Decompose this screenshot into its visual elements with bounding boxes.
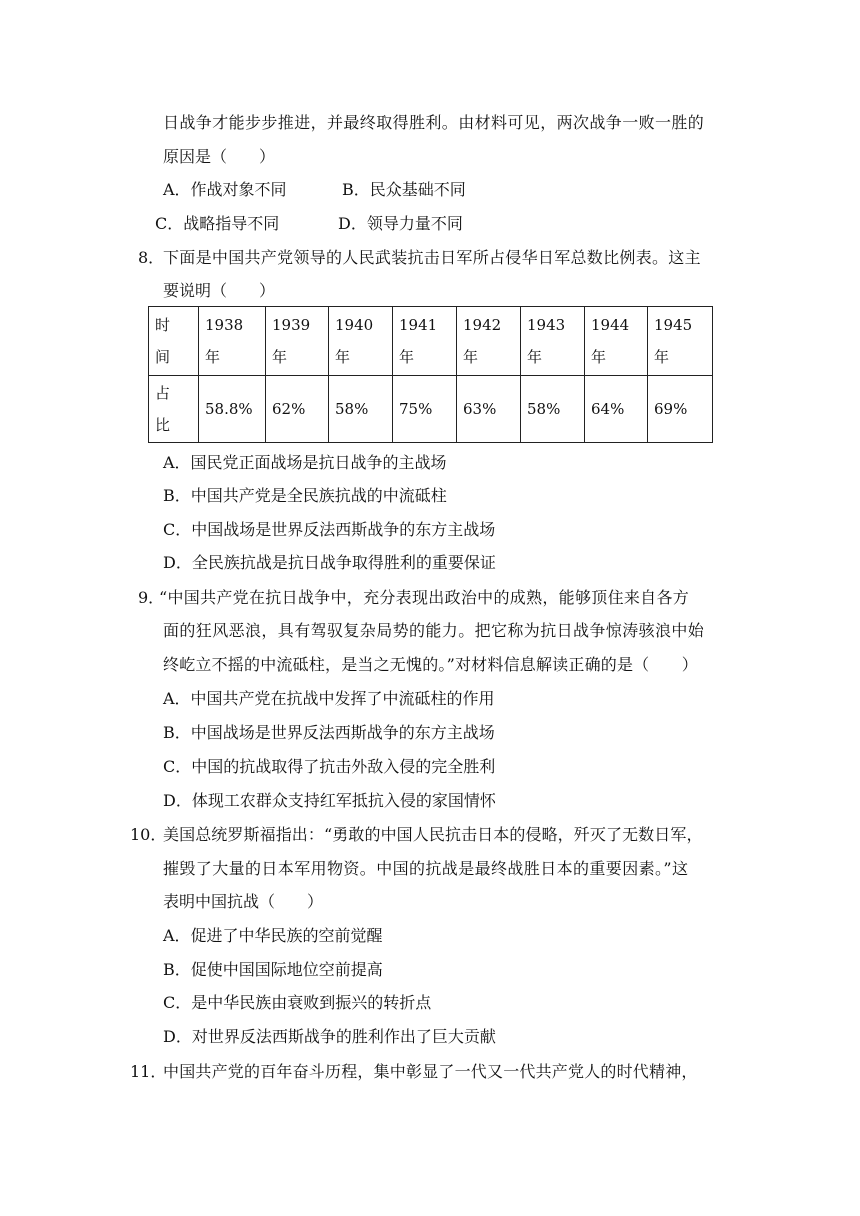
table-header-time: 时 间 [149,307,199,376]
q7-option-a: A．作战对象不同 [163,180,287,199]
q10-line-1: 美国总统罗斯福指出：“勇敢的中国人民抗击日本的侵略，歼灭了无数日军， [163,825,703,844]
table-cell-year: 1938 年 [199,307,266,376]
table-row-years [149,307,713,376]
q10-number: 10． [130,825,167,844]
table-cell-value: 64% [585,376,648,443]
q10-option-b: B．促使中国国际地位空前提高 [163,960,383,979]
q10-line-2: 摧毁了大量的日本军用物资。中国的抗战是最终战胜日本的重要因素。”这 [163,859,689,878]
table-cell-year: 1944 年 [585,307,648,376]
q7-option-d: D．领导力量不同 [338,214,463,233]
q8-number: 8． [138,248,165,267]
q9-line-2: 面的狂风恶浪，具有驾驭复杂局势的能力。把它称为抗日战争惊涛骇浪中始 [163,621,705,640]
q11-line-1: 中国共产党的百年奋斗历程，集中彰显了一代又一代共产党人的时代精神， [163,1062,698,1081]
q9-line-1: “中国共产党在抗日战争中，充分表现出政治中的成熟，能够顶住来自各方 [159,588,690,607]
table-cell-value: 58% [329,376,393,443]
q8-option-b: B．中国共产党是全民族抗战的中流砥柱 [163,486,447,505]
table-row-ratio [149,376,713,443]
q7-option-c: C．战略指导不同 [155,214,280,233]
q8-line-2: 要说明（ ） [163,281,276,300]
q9-option-b: B．中国战场是世界反法西斯战争的东方主战场 [163,723,495,742]
q9-line-3: 终屹立不摇的中流砥柱，是当之无愧的。”对材料信息解读正确的是（ ） [163,655,698,674]
q8-line-1: 下面是中国共产党领导的人民武装抗击日军所占侵华日军总数比例表。这主 [163,248,701,267]
table-cell-value: 63% [457,376,521,443]
table-cell-value: 62% [266,376,329,443]
q11-number: 11． [130,1062,167,1081]
ratio-table [148,306,713,443]
table-cell-year: 1942 年 [457,307,521,376]
q7-line-1: 日战争才能步步推进，并最终取得胜利。由材料可见，两次战争一败一胜的 [163,113,705,132]
q8-option-d: D．全民族抗战是抗日战争取得胜利的重要保证 [163,553,496,572]
q9-number: 9． [138,588,165,607]
table-cell-year: 1939 年 [266,307,329,376]
table-cell-year: 1945 年 [648,307,713,376]
q8-option-c: C．中国战场是世界反法西斯战争的东方主战场 [163,520,496,539]
q9-option-a: A．中国共产党在抗战中发挥了中流砥柱的作用 [163,689,495,708]
table-header-ratio: 占 比 [149,376,199,443]
q10-option-a: A．促进了中华民族的空前觉醒 [163,926,383,945]
table-cell-value: 58% [521,376,585,443]
q9-option-c: C．中国的抗战取得了抗击外敌入侵的完全胜利 [163,757,496,776]
table-cell-value: 75% [393,376,457,443]
q7-line-2: 原因是（ ） [163,147,276,166]
table-cell-value: 58.8% [199,376,266,443]
table-cell-year: 1940 年 [329,307,393,376]
table-cell-year: 1941 年 [393,307,457,376]
q10-option-d: D．对世界反法西斯战争的胜利作出了巨大贡献 [163,1027,496,1046]
q8-option-a: A．国民党正面战场是抗日战争的主战场 [163,453,447,472]
q7-option-b: B．民众基础不同 [342,180,466,199]
table-cell-year: 1943 年 [521,307,585,376]
table-cell-value: 69% [648,376,713,443]
q10-option-c: C．是中华民族由衰败到振兴的转折点 [163,993,432,1012]
q9-option-d: D．体现工农群众支持红军抵抗入侵的家国情怀 [163,791,496,810]
q10-line-3: 表明中国抗战（ ） [163,892,324,911]
